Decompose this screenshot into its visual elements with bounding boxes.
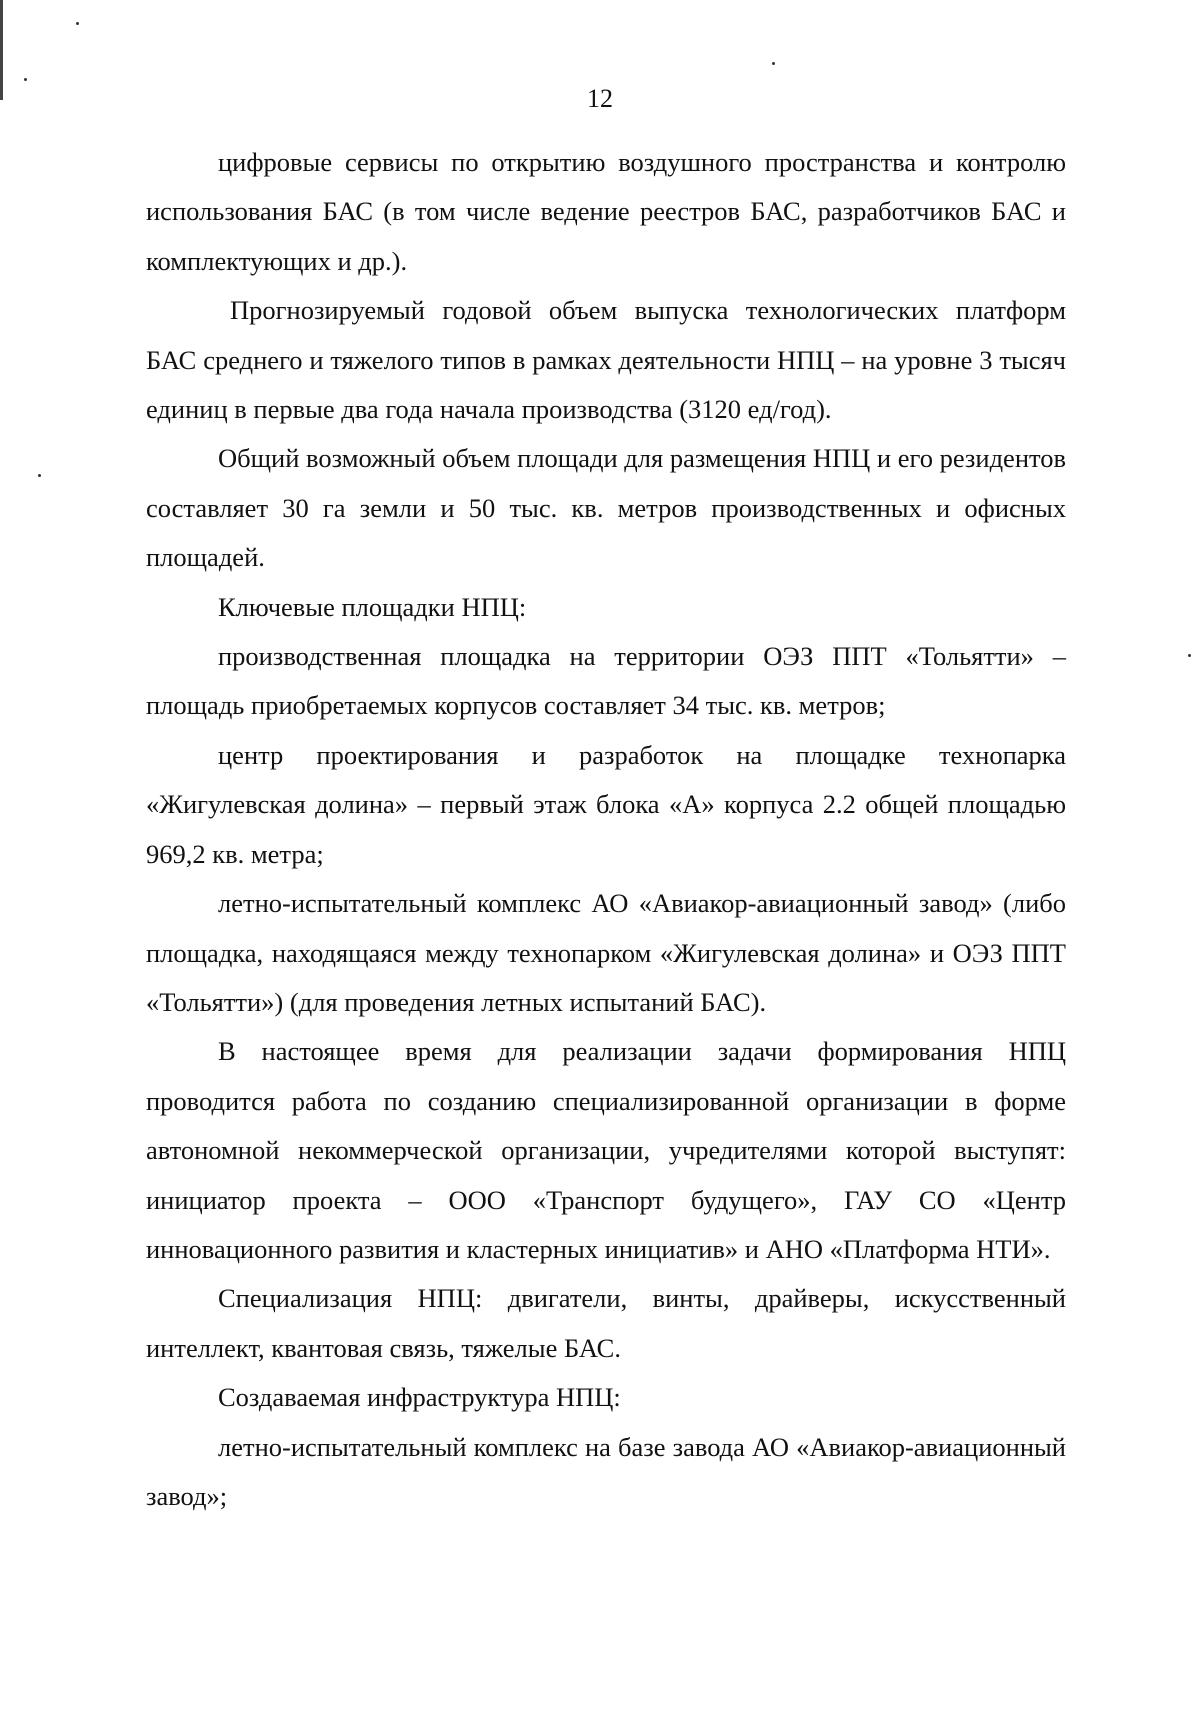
paragraph: Общий возможный объем площади для размещения НПЦ и его резидентов составляет 30 га земли и 50 тыс. кв. метров производственных и офисных площадей. (146, 443, 1066, 573)
paragraph: летно-испытательный комплекс АО «Авиакор-авиационный завод» (либо площадка, находящаяся между технопарком «Жигулевская долина» и ОЭЗ ППТ «Тольятти») (для проведения летных испытаний БАС). (146, 888, 1066, 1017)
paragraph: В настоящее время для реализации задачи формирования НПЦ проводится работа по созданию специализированной организации в форме автономной некоммерческой организации, учредителями которой выступят: инициатор проекта – ООО «Транспорт будущего», ГАУ СО «Центр инновационного развития и кластерных инициатив» и АНО «Платформа НТИ». (146, 1036, 1066, 1264)
document-body (146, 138, 1066, 1521)
scan-speck (1188, 654, 1191, 657)
scan-speck (38, 474, 41, 477)
scan-speck (24, 78, 27, 81)
paragraph-continuation: цифровые сервисы по открытию воздушного пространства и контролю использования БАС (в том числе ведение реестров БАС, разработчиков БАС и комплектующих и др.). (146, 147, 1066, 276)
scan-speck (76, 22, 79, 25)
paragraph: Ключевые площадки НПЦ: (218, 591, 527, 622)
page-number: 12 (587, 84, 613, 113)
scan-speck (772, 62, 775, 65)
paragraph: Прогнозируемый годовой объем выпуска технологических платформ БАС среднего и тяжелого типов в рамках деятельности НПЦ – на уровне 3 тысяч единиц в первые два года начала производства (3120 ед/год). (146, 295, 1066, 425)
paragraph: летно-испытательный комплекс на базе завода АО «Авиакор-авиационный завод»; (146, 1431, 1066, 1511)
paragraph: центр проектирования и разработок на площадке технопарка «Жигулевская долина» – первый этаж блока «А» корпуса 2.2 общей площадью 969,2 кв. метра; (146, 739, 1066, 869)
paragraph: производственная площадка на территории ОЭЗ ППТ «Тольятти» – площадь приобретаемых корпусов составляет 34 тыс. кв. метров; (146, 641, 1066, 721)
paragraph: Специализация НПЦ: двигатели, винты, драйверы, искусственный интеллект, квантовая связь, тяжелые БАС. (146, 1283, 1066, 1363)
paragraph: Создаваемая инфраструктура НПЦ: (218, 1382, 621, 1413)
